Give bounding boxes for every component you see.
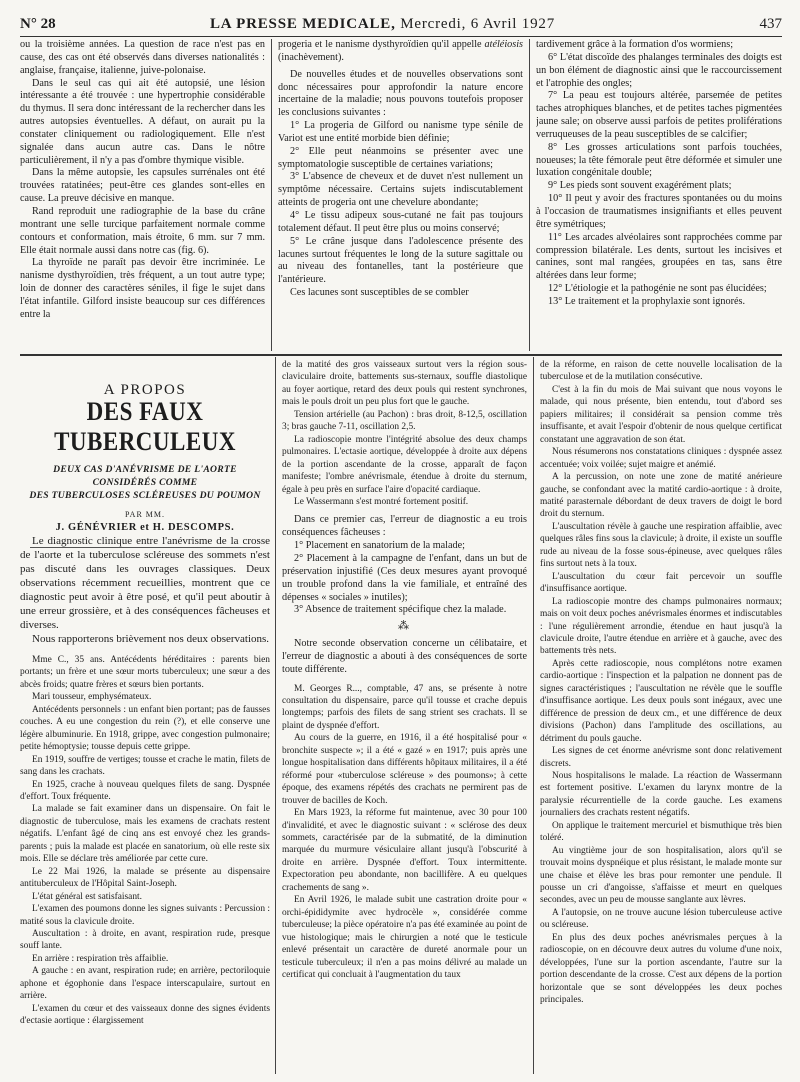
paragraph: En plus des deux poches anévrismales perçues à la radioscopie, on en découvre deux autres du volume d'une noix, développées, l'une sur la portion ascendante, l'autre sur la portion descendante de la crosse. C'est aux dépens de la portion horizontale que se sont développées les deux poches principales. — [540, 932, 782, 1006]
italic-term: atéléiosis — [484, 39, 523, 50]
paragraph: L'examen du cœur et des vaisseaux donne des signes évidents d'ectasie aortique : élargissement — [20, 1003, 270, 1027]
top-column-3 — [536, 39, 782, 349]
paragraph: On applique le traitement mercuriel et bismuthique très bien toléré. — [540, 820, 782, 844]
paragraph: M. Georges R..., comptable, 47 ans, se présente à notre consultation du dispensaire, parce qu'il tousse et crache depuis longtemps; parfois des filets de sang strient ses crachats. Il se plaint de dyspnée d'effort. — [282, 683, 527, 731]
paragraph: Mari tousseur, emphysémateux. — [32, 692, 152, 703]
paragraph: 4° Le tissu adipeux sous-cutané ne fait pas toujours totalement défaut. Il peut être plus ou moins conservé; — [278, 209, 523, 234]
issue-number: N° 28 — [20, 16, 56, 32]
paragraph: 10° Il peut y avoir des fractures spontanées ou du moins à l'occasion de traumatismes insignifiants et elles peuvent être symétriques; — [536, 193, 782, 230]
paragraph: Mme C., 35 ans. Antécédents héréditaires : parents bien portants; un frère et une sœur morts tuberculeux; une sœur a des abcès froids; quatre frères et sœurs bien portants. — [20, 655, 270, 690]
text-run: (inachèvement). — [278, 51, 344, 63]
paragraph: L'état général est satisfaisant. — [32, 891, 142, 902]
top-column-2 — [278, 39, 523, 349]
subtitle-line: CONSIDÉRÉS COMME — [92, 477, 198, 488]
section-rule — [20, 354, 782, 356]
paragraph: Les signes de cet énorme anévrisme sont donc relativement discrets. — [540, 746, 782, 769]
paragraph: A la percussion, on note une zone de matité anérieure gauche, se confondant avec la matité cardio-aortique : à droite, matité parasternale débordant de deux travers de doigt le bord droit du sternum. — [540, 472, 782, 520]
top-column-1 — [20, 39, 265, 349]
paragraph: de la réforme, en raison de cette nouvelle localisation de la tuberculose et de la mutilation consécutive. — [540, 360, 782, 383]
subtitle-line: DES TUBERCULOSES SCLÉREUSES DU POUMON — [29, 490, 261, 501]
paragraph: C'est à la fin du mois de Mai suivant que nous voyons le malade, qui nous présente, bien entendu, tout d'abord ses papiers militaires; il considérait sa pension comme très insuffisante, et avait l'espoir d'obtenir de nous quelque certificat constatant une aggravation de son état. — [540, 384, 782, 445]
issue-date: Mercredi, 6 Avril 1927 — [395, 16, 556, 32]
paragraph: 12° L'étiologie et la pathogénie ne sont pas élucidées; — [548, 283, 767, 295]
paragraph: L'examen des poumons donne les signes suivants : Percussion : matité sous la clavicule droite. — [20, 904, 270, 927]
page-header — [20, 14, 782, 36]
paragraph: Notre seconde observation concerne un célibataire, et l'erreur de diagnostic a abouti à des conséquences de sorte toute différente. — [282, 638, 527, 675]
paragraph: ou la troisième années. La question de race n'est pas en cause, des cas ont été observés dans diverses nationalités : anglaise, française, italienne, juive-polonaise. — [20, 39, 265, 76]
article-title: DES FAUX TUBERCULEUX — [54, 397, 236, 456]
paragraph: En Avril 1926, le malade subit une castration droite pour « orchi-épididymite avec hydrocèle », considérée comme tuberculeuse; la pièce opératoire n'a pas été examinée au point de vue histologique; mais le chirurgien a noté que le testicule enlevé présentait un caractère de dureté anormale pour un testicule tuberculeux; il n'en a pas moins délivré au malade un certificat qui concluait à l'augmentation du taux — [282, 895, 527, 980]
column-divider — [533, 357, 534, 1074]
paragraph: L'auscultation révèle à gauche une respiration affaiblie, avec quelques râles fins sous la clavicule; à droite, il existe un souffle rude au niveau de la fosse sous-épineuse, avec quelques râles fins surtout nets à la toux. — [540, 521, 782, 570]
paragraph: 3° Absence de traitement spécifique chez la malade. — [294, 604, 507, 616]
paragraph: 7° La peau est toujours altérée, parsemée de petites taches atrophiques blanches, et de petites taches pigmentées jaune sale; on observe aussi parfois de petites proliférations verruqueuses de la peau susceptibles de se calcifier; — [536, 90, 782, 140]
column-divider — [275, 357, 276, 1074]
paragraph: La radioscopie montre des champs pulmonaires normaux; mais on voit deux poches anévrismales énormes et indiscutables : l'une régulièrement arrondie, étendue en haut jusqu'à la clavicule droite, l'autre étendue en arrière et à gauche, avec des battements très nets. — [540, 596, 782, 657]
paragraph: Au cours de la guerre, en 1916, il a été hospitalisé pour « bronchite suspecte »; il a été « gazé » en 1917; puis après une longue hospitalisation dans différents hôpitaux militaires, il a été réformé pour «tuberculose scléreuse » des poumons»; à cette époque, des examens répétés des crachats ne permirent pas de trouver de bacilles de Koch. — [282, 733, 527, 806]
column-divider — [529, 39, 530, 351]
header-rule — [20, 36, 782, 37]
paragraph: Nous résumerons nos constatations cliniques : dyspnée assez accentuée; voix voilée; sujet maigre et anémié. — [540, 447, 782, 470]
article-kicker: A PROPOS — [103, 382, 187, 398]
paragraph: Nous rapporterons brièvement nos deux observations. — [32, 633, 270, 645]
paragraph: Au vingtième jour de son hospitalisation, alors qu'il se trouvait moins dyspnéique et plus résistant, le malade monte sur une chaise et élève les bras pour remonter une pendule. Il pousse un cri d'angoisse, s'affaisse et meurt en quelques secondes, avec un peu de mousse sanglante aux lèvres. — [540, 845, 782, 906]
text-run: progeria et le nanisme dysthyroïdien qu'il appelle — [278, 39, 485, 50]
journal-title — [210, 16, 555, 33]
paragraph: En 1919, souffre de vertiges; tousse et crache le matin, filets de sang dans les crachats. — [20, 754, 270, 778]
paragraph: tardivement grâce à la formation d'os wormiens; — [536, 39, 734, 50]
paragraph: En 1925, crache à nouveau quelques filets de sang. Dyspnée d'effort. Toux fréquente. — [20, 779, 270, 802]
bottom-column-2 — [282, 359, 527, 1074]
paragraph: Rand reproduit une radiographie de la base du crâne montrant une selle turcique parfaitement normale comme contours et conformation, mais étroite, 6 mm. sur 7 mm. Elle était normale aussi dans notre cas (fig. 6). — [20, 205, 265, 256]
newspaper-page — [20, 14, 782, 1074]
paragraph: 3° L'absence de cheveux et de duvet n'est nullement un symptôme nécessaire. Certains sujets indiscutablement atteints de progeria ont une chevelure abondante; — [278, 171, 523, 209]
paragraph: En arrière : respiration très affaiblie. — [32, 953, 169, 964]
journal-name: LA PRESSE MEDICALE, — [210, 16, 396, 32]
paragraph: 11° Les arcades alvéolaires sont rapprochées comme par compression bilatérale. Les dents, surtout les incisives et canines, sont mal rangées, groupées en tas, sans être altérées dans leur forme; — [536, 231, 782, 282]
paragraph: La radioscopie montre l'intégrité absolue des deux champs pulmonaires. L'ectasie aortique, développée à droite aux dépens de la portion ascendante de la crosse, apparaît de façon manifeste; l'ombre anévrismale, étendue à droite du sternum, égale à peu près en surface l'aire d'opacité cardiaque. — [282, 434, 527, 495]
paragraph: Après cette radioscopie, nous complétons notre examen cardio-aortique : l'inspection et la palpation ne donnent pas de signes caractéristiques ; l'auscultation ne révèle que le souffle d'insuffisance aortique. Les deux pouls sont inégaux, avec une différence de pression de deux cm., et une différence de deux divisions (Pachon) dans l'amplitude des oscillations, au détriment du pouls gauche. — [540, 658, 782, 744]
article-heading — [20, 382, 270, 548]
byline-par: PAR MM. — [124, 510, 166, 519]
paragraph: Dans le seul cas qui ait été autopsié, une lésion intéressante a été trouvée : une hypertrophie considérable du thymus. Il sera donc intéressant de la rechercher dans les autres autopsies éventuelles. A défaut, on aurait pu la constater cliniquement ou radiologiquement. Elle n'est signalée dans aucun autre cas. Dans le nôtre particulièrement, il n'y a pas d'ombre thymique visible. — [20, 77, 265, 166]
paragraph: 1° Placement en sanatorium de la malade; — [294, 540, 465, 552]
paragraph: 2° Elle peut néanmoins se présenter avec une symptomatologie susceptible de certaines variations; — [278, 145, 523, 170]
paragraph: Antécédents personnels : un enfant bien portant; pas de fausses couches. A eu une congestion du rein (?), et elle conserve une légère albuminurie. En 1918, grippe, avec congestion pulmonaire; petite hémoptysie; tousse depuis cette grippe. — [20, 704, 270, 753]
paragraph: 9° Les pieds sont souvent exagérément plats; — [548, 180, 732, 192]
paragraph: 5° Le crâne jusque dans l'adolescence présente des lacunes surtout fréquentes le long de la suture sagittale ou au niveau des fontanelles, tant la postérieure que l'antérieure. — [278, 235, 523, 286]
paragraph: Dans la même autopsie, les capsules surrénales ont été trouvées ratatinées; peut-être ces glandes sont-elles en cause. La preuve décisive en manque. — [20, 167, 265, 205]
section-stars: ⁂ — [398, 620, 411, 633]
paragraph: Auscultation : à droite, en avant, respiration rude, presque souff lante. — [20, 928, 270, 952]
paragraph: Le diagnostic clinique entre l'anévrisme de la crosse de l'aorte et la tuberculose scléreuse des sommets n'est pas discuté dans les ouvrages classiques. Deux observations récemment recueillies, montrent que ce diagnostic peut avoir à être posé, et qu'il peut aboutir à une erreur grossière, et à des conséquences fâcheuses et diverses. — [20, 535, 270, 631]
article-authors: J. GÉNÉVRIER et H. DESCOMPS. — [55, 522, 235, 533]
paragraph: En Mars 1923, la réforme fut maintenue, avec 30 pour 100 d'invalidité, et avec le diagnostic suivant : « sclérose des deux sommets, caractérisée par de la submatité, de la diminution marquée du murmure vésiculaire allant jusqu'à l'obscurité à droite en arrière. Dyspnée d'effort. Toux intermittente. Expectoration peu abondante, non bacillifère. A eu quelques crachements de sang ». — [282, 808, 527, 893]
paragraph — [278, 39, 523, 65]
paragraph: De nouvelles études et de nouvelles observations sont donc nécessaires pour approfondir la nature encore incertaine de la maladie; nous pouvons toutefois proposer les conclusions suivantes : — [278, 68, 523, 119]
paragraph: A l'autopsie, on ne trouve aucune lésion tuberculeuse active ou scléreuse. — [540, 907, 782, 931]
paragraph: L'auscultation du cœur fait percevoir un souffle d'insuffisance aortique. — [540, 571, 782, 595]
page-number: 437 — [759, 16, 782, 32]
paragraph: A gauche : en avant, respiration rude; en arrière, pectoriloquie aphone et égophonie dans l'espace interscapulaire, surtout en arrière. — [20, 966, 270, 1002]
bottom-column-3 — [540, 359, 782, 1074]
paragraph: 8° Les grosses articulations sont parfois touchées, noueuses; la tête fémorale peut être déformée et simuler une luxation congénitale double; — [536, 141, 782, 179]
paragraph: Tension artérielle (au Pachon) : bras droit, 8-12,5, oscillation 3; bras gauche 7-11, oscillation 2,5. — [282, 409, 527, 433]
subtitle-line: DEUX CAS D'ANÉVRISME DE L'AORTE — [53, 464, 237, 475]
paragraph: de la matité des gros vaisseaux surtout vers la région sous-claviculaire droite, battements sus-sternaux, souffle diastolique au foyer aortique, retard des deux pouls qui restent synchrones, mais le pouls droit un peu plus fort que le gauche. — [282, 360, 527, 408]
column-divider — [271, 39, 272, 351]
paragraph: 1° La progeria de Gilford ou nanisme type sénile de Variot est une entité morbide bien définie; — [278, 120, 523, 144]
paragraph: 6° L'état discoïde des phalanges terminales des doigts est un bon élément de diagnostic ainsi que le raccourcissement et l'atrophie des ongles; — [536, 51, 782, 89]
paragraph: 13° Le traitement et la prophylaxie sont ignorés. — [548, 295, 746, 307]
paragraph: Nous hospitalisons le malade. La réaction de Wassermann est fortement positive. L'examen du larynx montre de la paralysie récurrentielle de la corde gauche. Les examens journaliers des crachats restent négatifs. — [540, 770, 782, 819]
paragraph: 2° Placement à la campagne de l'enfant, dans un but de préservation injustifié (Ces deux mesures ayant provoqué un trouble profond dans la vie familiale, et entraîné des dépenses « sociales » inutiles); — [282, 552, 527, 603]
paragraph: Le 22 Mai 1926, la malade se présente au dispensaire antituberculeux de l'Hôpital Saint-Joseph. — [20, 866, 270, 890]
paragraph: La thyroïde ne paraît pas devoir être incriminée. Le nanisme dysthyroïdien, très fréquent, a un tout autre type; loin de donner des caractères séniles, il fige le sujet dans l'état infantile. Gilford insiste beaucoup sur ces différences entre la — [20, 257, 265, 320]
paragraph: Le Wassermann s'est montré fortement positif. — [294, 496, 469, 507]
paragraph: La malade se fait examiner dans un dispensaire. On fait le diagnostic de tuberculose, mais les examens de crachats restent négatifs. L'enfant âgé de cinq ans est envoyé chez les grands-parents ; puis la malade est placée en sanatorium, où elle reste six mois. Elle se déclare très améliorée par cette cure. — [20, 804, 270, 865]
bottom-column-1 — [20, 534, 270, 1074]
paragraph: Dans ce premier cas, l'erreur de diagnostic a eu trois conséquences fâcheuses : — [282, 514, 527, 539]
paragraph: Ces lacunes sont susceptibles de se combler — [290, 287, 469, 299]
article-subtitle — [20, 463, 270, 502]
